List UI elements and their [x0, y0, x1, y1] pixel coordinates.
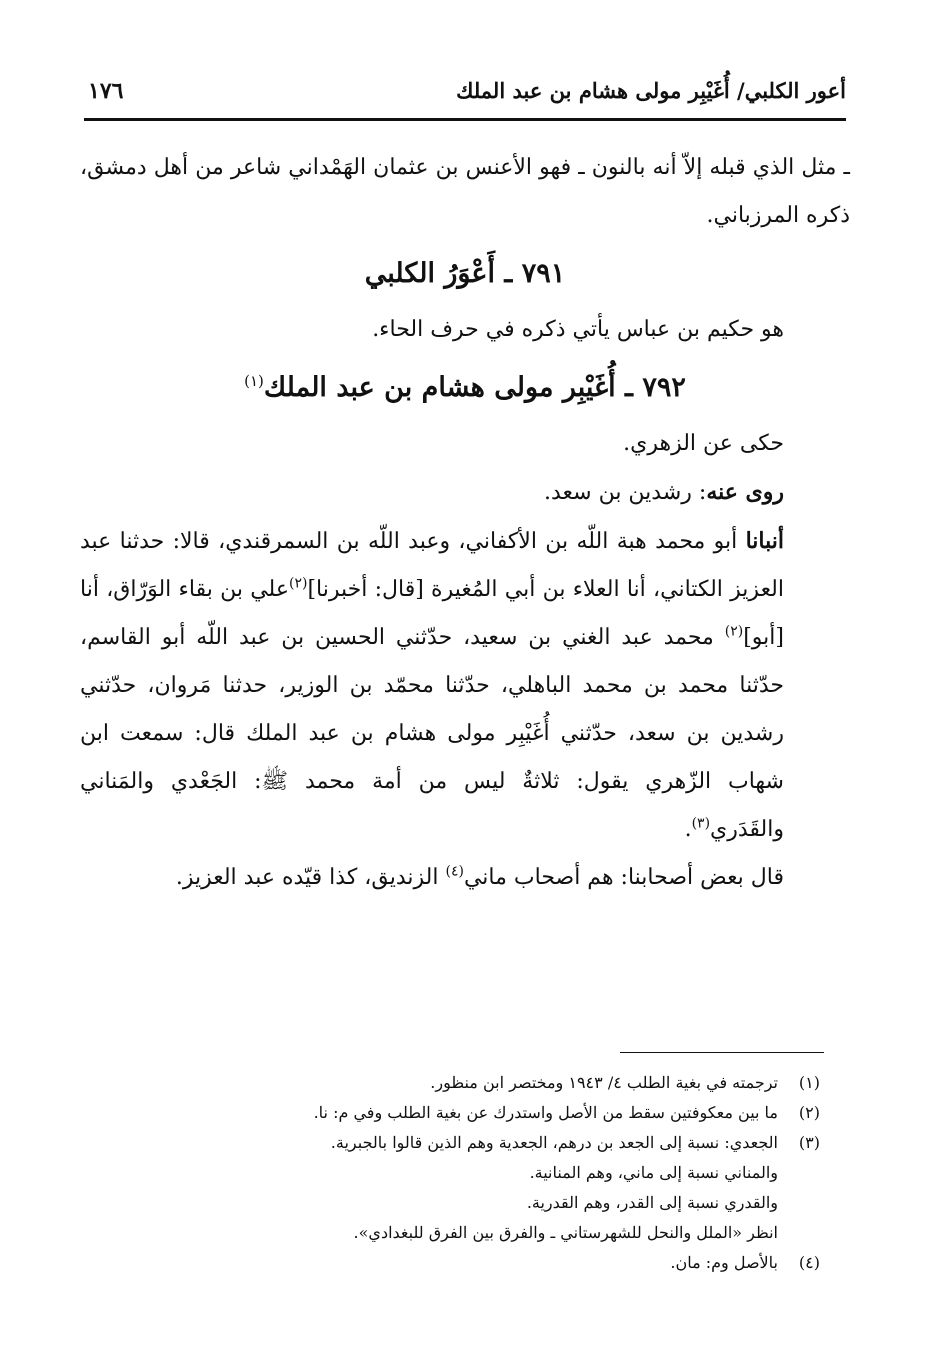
footnote-3-cont-2	[120, 1188, 820, 1218]
footnote-number: (٢)	[798, 1103, 820, 1122]
entry-791-text: هو حكيم بن عباس يأتي ذكره في حرف الحاء.	[372, 317, 784, 342]
footnote-ref-3: (٣)	[691, 815, 711, 832]
intro-paragraph: ـ مثل الذي قبله إلاّ أنه بالنون ـ فهو الأعنس بن عثمان الهَمْداني شاعر من أهل دمشق، ذكره المرزباني.	[80, 155, 850, 228]
entry-792-rawa	[80, 468, 850, 517]
footnote-2	[120, 1098, 820, 1128]
entry-791-title	[80, 248, 850, 300]
footnote-ref-2a: (٢)	[288, 575, 308, 592]
qala-part-1: قال بعض أصحابنا: هم أصحاب ماني	[463, 865, 784, 890]
footnote-ref-2b: (٢)	[724, 623, 744, 640]
footnote-text: والقدري نسبة إلى القدر، وهم القدرية.	[526, 1193, 778, 1212]
footnote-text: والمناني نسبة إلى ماني، وهم المنانية.	[529, 1163, 778, 1182]
footnotes	[120, 1068, 820, 1278]
entry-791-title-text: ٧٩١ ـ أَعْوَرُ الكلبي	[364, 258, 566, 289]
footnote-ref-1: (١)	[244, 372, 264, 390]
entry-792-title-text: ٧٩٢ ـ أُغَيْبِر مولى هشام بن عبد الملك	[263, 372, 686, 403]
footnote-number: (١)	[798, 1073, 820, 1092]
entry-792-isnad	[80, 517, 850, 854]
main-text	[80, 144, 850, 902]
footnote-text: ترجمته في بغية الطلب ٤/ ١٩٤٣ ومختصر ابن منظور.	[430, 1073, 778, 1092]
rawa-text: : رشدين بن سعد.	[543, 480, 707, 505]
footnote-4	[120, 1248, 820, 1278]
running-title: أعور الكلبي/ أُغَيْبِر مولى هشام بن عبد الملك	[456, 78, 846, 103]
qala-part-2: الزنديق، كذا قيّده عبد العزيز.	[175, 865, 439, 890]
entry-792-title	[80, 362, 850, 414]
footnote-number: (٣)	[798, 1133, 820, 1152]
anbana-label: أنبانا	[745, 528, 784, 554]
footnote-number	[778, 1158, 820, 1188]
isnad-end: .	[684, 817, 692, 842]
isnad-part-1: أبو محمد هبة اللّه بن الأكفاني، وعبد اللّه بن السمرقندي، قالا: حدثنا عبد العزيز الكتاني، أنا العلاء بن أبي المُغيرة [قال: أخبرنا]	[80, 529, 784, 602]
footnote-number	[778, 1218, 820, 1248]
footnote-number	[778, 1188, 820, 1218]
footnote-rule	[620, 1052, 824, 1053]
footnote-1	[120, 1068, 820, 1098]
rawa-label: روى عنه	[706, 479, 784, 505]
entry-792-qala	[80, 854, 850, 902]
running-header	[88, 78, 846, 114]
footnote-3-cont-1	[120, 1158, 820, 1188]
isnad-part-3: محمد عبد الغني بن سعيد، حدّثني الحسين بن عبد اللّه أبو القاسم، حدّثنا محمد بن محمد الباهلي، حدّثنا محمّد بن الوزير، حدثنا مَروان، حدّثني رشدين بن سعد، حدّثني أُغَيْبِر مولى هشام بن عبد الملك قال: سمعت ابن شهاب الزّهري يقول: ثلاثةٌ ليس من أمة محمد ﷺ: الجَعْدي والمَناني والقَدَري	[80, 625, 784, 842]
footnote-text: الجعدي: نسبة إلى الجعد بن درهم، الجعدية وهم الذين قالوا بالجبرية.	[330, 1133, 778, 1152]
footnote-text: انظر «الملل والنحل للشهرستاني ـ والفرق بين الفرق للبغدادي».	[353, 1223, 778, 1242]
entry-792-hakaa: حكى عن الزهري.	[623, 431, 784, 456]
footnote-3	[120, 1128, 820, 1158]
page-number: ١٧٦	[88, 78, 124, 104]
header-rule	[84, 118, 846, 121]
footnote-text: ما بين معكوفتين سقط من الأصل واستدرك عن بغية الطلب وفي م: نا.	[313, 1103, 778, 1122]
footnote-text: بالأصل وم: مان.	[670, 1253, 778, 1272]
footnote-3-cont-3	[120, 1218, 820, 1248]
footnote-ref-4: (٤)	[445, 863, 464, 880]
footnote-number: (٤)	[798, 1253, 820, 1272]
isnad-part-2: علي بن بقاء الوَرّاق، أنا [أبو]	[80, 577, 784, 650]
